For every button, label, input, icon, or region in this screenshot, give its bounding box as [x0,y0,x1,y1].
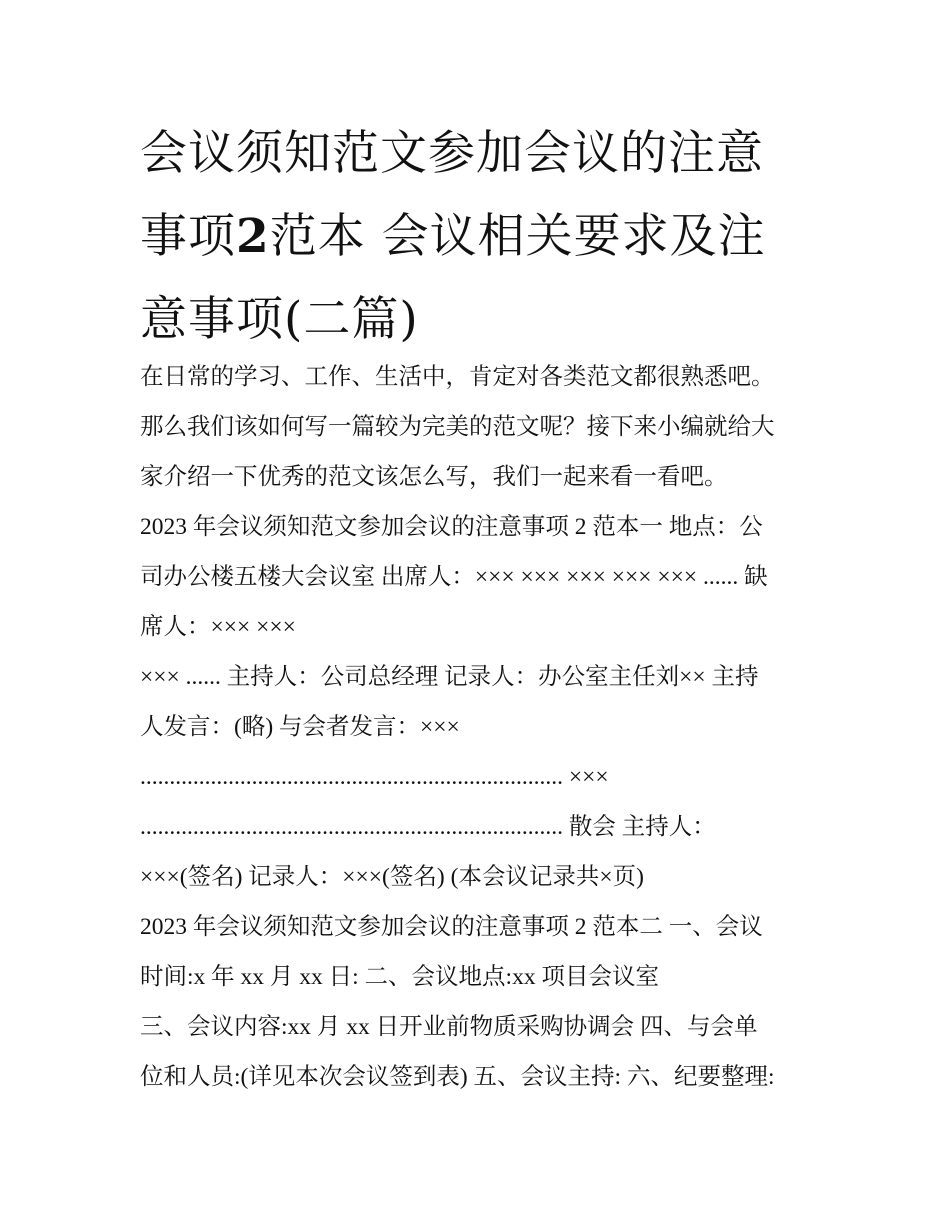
body-line: ........................................................................ ××× [140,764,609,790]
body-line: ××× ...... 主持人：公司总经理 记录人：办公室主任刘×× 主持 [140,664,759,690]
title-line-1: 会议须知范文参加会议的注意 [140,126,764,181]
body-line: 在日常的学习、工作、生活中，肯定对各类范文都很熟悉吧。 [140,364,775,390]
document-body [140,352,830,1102]
body-line: 司办公楼五楼大会议室 出席人：××× ××× ××× ××× ××× ...... 缺 [140,564,768,590]
title-line-2-number: 2 [236,209,270,264]
body-line: 席人：××× ××× [140,614,296,640]
body-line: 人发言：(略) 与会者发言：××× [140,714,460,740]
title-line-2-part-b: 范本 会议相关要求及注 [269,209,766,264]
title-line-3: 意事项(二篇) [140,292,419,347]
body-line: 三、会议内容:xx 月 xx 日开业前物质采购协调会 四、与会单 [140,1014,758,1040]
body-line: 时间:x 年 xx 月 xx 日: 二、会议地点:xx 项目会议室 [140,964,659,990]
body-line: 位和人员:(详见本次会议签到表) 五、会议主持: 六、纪要整理: [140,1064,775,1090]
document-title [140,112,820,361]
title-line-2-part-a: 事项 [140,209,236,264]
body-line: ×××(签名) 记录人：×××(签名) (本会议记录共×页) [140,864,644,890]
body-line: 家介绍一下优秀的范文该怎么写，我们一起来看一看吧。 [140,464,728,490]
body-line: 那么我们该如何写一篇较为完美的范文呢？接下来小编就给大 [140,414,775,440]
body-line: 2023 年会议须知范文参加会议的注意事项 2 范本一 地点：公 [140,514,763,540]
body-line: 2023 年会议须知范文参加会议的注意事项 2 范本二 一、会议 [140,914,763,940]
body-line: ........................................................................ 散会 主持人： [140,814,716,840]
